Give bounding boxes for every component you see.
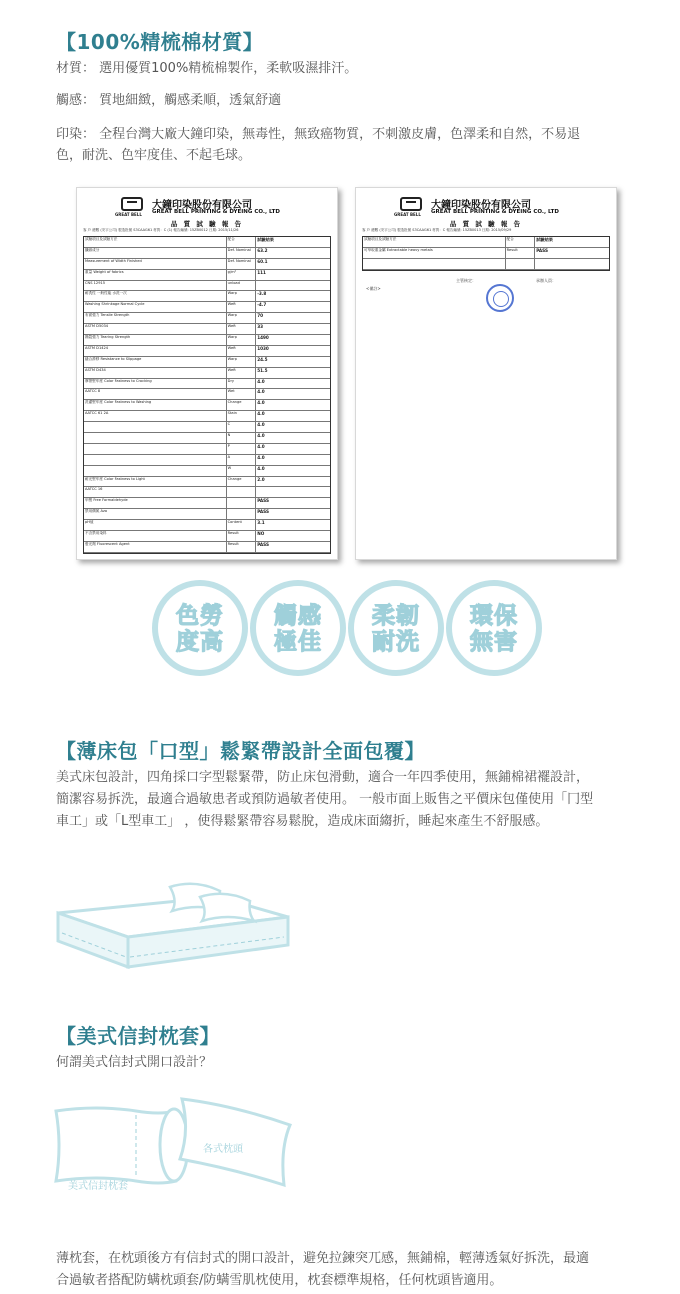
report-table-cell: pH值: [84, 520, 227, 530]
report-table-cell: 試驗結果: [257, 237, 274, 242]
report-table-cell: 4.0: [257, 378, 265, 384]
report-table-cell: [227, 509, 257, 519]
report-table-row: [84, 291, 330, 302]
report-table-cell: Measurement of Width Finished: [84, 259, 227, 269]
report-table-cell: g/m²: [227, 270, 257, 280]
company-name-cn: 大鐘印染股份有限公司: [152, 200, 252, 211]
report-table-cell: P: [227, 444, 257, 454]
pillowcase-subtitle: 何謂美式信封式開口設計？: [56, 1055, 213, 1070]
great-bell-logo-icon: [121, 197, 143, 211]
report-table-cell: [363, 259, 506, 269]
report-table-cell: Washing Shrinkage Normal Cycle: [84, 302, 227, 312]
badge-durable: [348, 580, 444, 676]
signature-label-left: 主管核定：: [456, 278, 476, 283]
report-table-cell: ASTM D1424: [84, 346, 227, 356]
report-table-cell: -3.8: [257, 291, 267, 297]
report-table-cell: AATCC 61 2A: [84, 411, 227, 421]
report-table-cell: W: [227, 466, 257, 476]
section-title-fitted-sheet: 【薄床包「口型」鬆緊帶設計全面包覆】: [56, 739, 425, 763]
report-table-row: [84, 466, 330, 477]
report-table-cell: 不含禁用染料: [84, 531, 227, 541]
report-table-cell: Weft: [227, 368, 257, 378]
report-table-cell: [227, 498, 257, 508]
report-table-row: [84, 281, 330, 292]
report-table-row: [84, 400, 330, 411]
report-table-cell: Result: [227, 531, 257, 541]
report-table: [362, 236, 610, 271]
fitted-sheet-text-line1: 美式床包設計，四角採口字型鬆緊帶，防止床包滑動，適合一年四季使用，無鋪棉裙襬設計，: [56, 770, 590, 785]
badge-text: 柔韌: [372, 603, 420, 629]
signature-label-right: 承辦人員：: [536, 278, 556, 283]
report-table-cell: 63.2: [257, 247, 268, 253]
report-table-row: [84, 237, 330, 248]
report-table-cell: 1030: [257, 345, 269, 351]
report-title: 品 質 試 驗 報 告: [449, 220, 523, 228]
badge-colorfastness: [152, 580, 248, 676]
report-table-cell: Change: [227, 400, 257, 410]
report-table-row: [84, 357, 330, 368]
report-table-row: [363, 259, 609, 270]
report-table-row: [84, 270, 330, 281]
report-meta: 客 戶 總數 (安宇公司) 製造批號 S3CAAG61 材質：C 報告編號: 15ZB0013 日期: 2015/09/29: [362, 228, 512, 232]
report-table-cell: 試驗項目及試驗方法: [84, 237, 227, 247]
report-table-cell: Weft: [227, 324, 257, 334]
report-table-row: [363, 248, 609, 259]
report-table-cell: 4.0: [257, 400, 265, 406]
report-table-cell: Stain: [227, 411, 257, 421]
report-table-row: [84, 498, 330, 509]
report-table-cell: Dry: [227, 379, 257, 389]
report-table-cell: Change: [227, 477, 257, 487]
dye-text-line2: 色，耐洗、色牢度佳、不起毛球。: [56, 148, 252, 163]
report-table-cell: [535, 259, 609, 269]
report-table-cell: 4.0: [257, 454, 265, 460]
badge-eco: [446, 580, 542, 676]
test-report-1: [76, 187, 338, 560]
fitted-sheet-text-line3: 車工」或「L型車工」 ，使得鬆緊帶容易鬆脫，造成床面縐折，睡起來產生不舒服感。: [56, 814, 549, 829]
report-table-cell: 可萃取重金屬 Extractable heavy metals: [363, 248, 506, 258]
logo-text: GREAT BELL: [115, 212, 142, 217]
report-table-cell: [84, 455, 227, 465]
report-table-row: [84, 379, 330, 390]
report-table-row: [84, 509, 330, 520]
report-table-cell: 3.1: [257, 520, 265, 526]
badge-text: 觸感: [274, 603, 322, 629]
report-table-cell: Content: [227, 520, 257, 530]
report-table-cell: 33: [257, 324, 264, 330]
report-table-cell: 70: [257, 313, 264, 319]
report-table-cell: [84, 444, 227, 454]
report-table-cell: 2.0: [257, 476, 265, 482]
report-table-cell: Result: [227, 542, 257, 552]
report-table-cell: 耐光堅牢度 Color Fastness to Light: [84, 477, 227, 487]
report-table-cell: 洗濯堅牢度 Color Fastness to Washing: [84, 400, 227, 410]
report-table-row: [84, 542, 330, 553]
report-table-cell: Weft: [227, 302, 257, 312]
report-table-cell: [84, 422, 227, 432]
report-table-row: [84, 444, 330, 455]
pillow-label: 各式枕頭: [203, 1144, 243, 1155]
report-table-cell: 甲醛 Free Formaldehyde: [84, 498, 227, 508]
report-table-row: [84, 422, 330, 433]
report-table-cell: 111: [257, 269, 266, 275]
report-table-row: [84, 487, 330, 498]
report-table-cell: 4.0: [257, 433, 265, 439]
report-table-cell: [84, 466, 227, 476]
report-table-cell: A: [227, 455, 257, 465]
report-table-cell: 耐洗性 一般性能 水洗一次: [84, 291, 227, 301]
report-table-cell: 4.0: [257, 389, 265, 395]
report-table-cell: NO: [257, 531, 265, 537]
report-table-cell: CNS 12915: [84, 281, 227, 291]
report-table-cell: AATCC 16: [84, 487, 227, 497]
section-title-material: 【100%精梳棉材質】: [56, 30, 264, 54]
seal-stamp-icon: [486, 284, 514, 312]
report-table-cell: Warp: [227, 313, 257, 323]
report-table-row: [84, 368, 330, 379]
report-table-cell: Result: [506, 248, 536, 258]
report-table-cell: 摩擦堅牢度 Color Fastness to Crocking: [84, 379, 227, 389]
badge-text: 度高: [176, 629, 224, 655]
report-table-cell: PASS: [257, 509, 269, 515]
report-table-cell: 纖維成分: [84, 248, 227, 258]
report-table-cell: 60.1: [257, 258, 268, 264]
report-table-cell: PASS: [536, 247, 548, 253]
report-table-row: [84, 248, 330, 259]
report-table-cell: [256, 281, 330, 291]
report-table-cell: Def. Nominal: [227, 259, 257, 269]
report-table-cell: 重量 Weight of fabrics: [84, 270, 227, 280]
test-report-2: [355, 187, 617, 560]
report-table-cell: [227, 487, 257, 497]
badge-text: 耐洗: [372, 629, 420, 655]
report-table-cell: N: [227, 433, 257, 443]
report-table-cell: PASS: [257, 541, 269, 547]
report-table-cell: 4.0: [257, 422, 265, 428]
company-name-en: GREAT BELL PRINTING & DYEING CO., LTD: [431, 209, 559, 215]
report-table-cell: unload: [227, 281, 257, 291]
envelope-case-label: 美式信封枕套: [68, 1181, 128, 1192]
great-bell-logo-icon: [400, 197, 422, 211]
report-table-row: [84, 477, 330, 488]
report-table-cell: 試驗項目及試驗方法: [363, 237, 506, 247]
report-table-cell: 布面強力 Tensile Strength: [84, 313, 227, 323]
report-table-cell: ASTM D5034: [84, 324, 227, 334]
report-title: 品 質 試 驗 報 告: [170, 220, 244, 228]
report-table-cell: [256, 487, 330, 497]
report-table-cell: Warp: [227, 357, 257, 367]
report-table-row: [84, 346, 330, 357]
report-table-cell: -4.7: [257, 302, 267, 308]
report-table-cell: Def. Nominal: [227, 248, 257, 258]
fitted-sheet-illustration: [50, 875, 295, 985]
report-table-row: [84, 520, 330, 531]
report-table-cell: 撕裂強力 Tearing Strength: [84, 335, 227, 345]
report-table-row: [84, 259, 330, 270]
report-table-cell: AATCC 8: [84, 389, 227, 399]
badge-text: 色勞: [176, 603, 224, 629]
report-table-cell: 4.0: [257, 465, 265, 471]
report-table-cell: 縫合滑移 Resistance to Slippage: [84, 357, 227, 367]
report-table-cell: 4.0: [257, 411, 265, 417]
report-table-cell: 試驗結果: [536, 237, 553, 242]
note-label: <備註>: [366, 286, 381, 291]
report-table: [83, 236, 331, 554]
report-table-cell: Warp: [227, 335, 257, 345]
report-table-cell: 24.5: [257, 356, 268, 362]
logo-text: GREAT BELL: [394, 212, 421, 217]
report-table-cell: 螢光劑 Fluorescent Agent: [84, 542, 227, 552]
badge-text: 環保: [470, 603, 518, 629]
report-table-cell: PASS: [257, 498, 269, 504]
report-table-row: [84, 313, 330, 324]
report-table-cell: ASTM D434: [84, 368, 227, 378]
report-table-row: [363, 237, 609, 248]
report-table-cell: C: [227, 422, 257, 432]
report-table-cell: Weft: [227, 346, 257, 356]
company-name-cn: 大鐘印染股份有限公司: [431, 200, 531, 211]
report-meta: 客 戶 總數 (安宇公司) 製造批號 S3CAAG61 材質：C (1) 報告編號: 15ZB0012 日期: 2015/11/26: [83, 228, 239, 232]
report-table-row: [84, 455, 330, 466]
badge-text: 極佳: [274, 629, 322, 655]
report-table-cell: Wet: [227, 389, 257, 399]
report-table-row: [84, 531, 330, 542]
fitted-sheet-text-line2: 簡潔容易拆洗，最適合過敏患者或預防過敏者使用。 一般市面上販售之平價床包僅使用「冂型: [56, 792, 594, 807]
badge-touch: [250, 580, 346, 676]
badge-text: 無害: [470, 629, 518, 655]
pillowcase-text-line2: 合過敏者搭配防螨枕頭套/防螨雪肌枕使用，枕套標準規格，任何枕頭皆適用。: [56, 1273, 503, 1288]
report-table-cell: Warp: [227, 291, 257, 301]
report-table-cell: 禁用偶氮 Azo: [84, 509, 227, 519]
company-name-en: GREAT BELL PRINTING & DYEING CO., LTD: [152, 209, 280, 215]
report-table-row: [84, 389, 330, 400]
report-table-cell: 1490: [257, 335, 269, 341]
report-table-cell: 4.0: [257, 443, 265, 449]
report-table-cell: 配合: [506, 237, 536, 247]
material-text: 材質： 選用優質100%精梳棉製作，柔軟吸濕排汗。: [56, 61, 358, 76]
report-table-row: [84, 302, 330, 313]
report-table-row: [84, 324, 330, 335]
report-table-cell: 51.5: [257, 367, 268, 373]
report-table-row: [84, 433, 330, 444]
report-table-row: [84, 411, 330, 422]
dye-text-line1: 印染： 全程台灣大廠大鐘印染，無毒性，無致癌物質，不刺激皮膚，色澤柔和自然，不易退: [56, 127, 581, 142]
touch-text: 觸感： 質地細緻，觸感柔順，透氣舒適: [56, 93, 282, 108]
report-table-cell: 配合: [227, 237, 257, 247]
pillowcase-text-line1: 薄枕套，在枕頭後方有信封式的開口設計，避免拉鍊突兀感，無鋪棉，輕薄透氣好拆洗，最適: [56, 1251, 590, 1266]
report-table-cell: [84, 433, 227, 443]
section-title-pillowcase: 【美式信封枕套】: [56, 1024, 220, 1048]
report-table-cell: [506, 259, 536, 269]
report-table-row: [84, 335, 330, 346]
